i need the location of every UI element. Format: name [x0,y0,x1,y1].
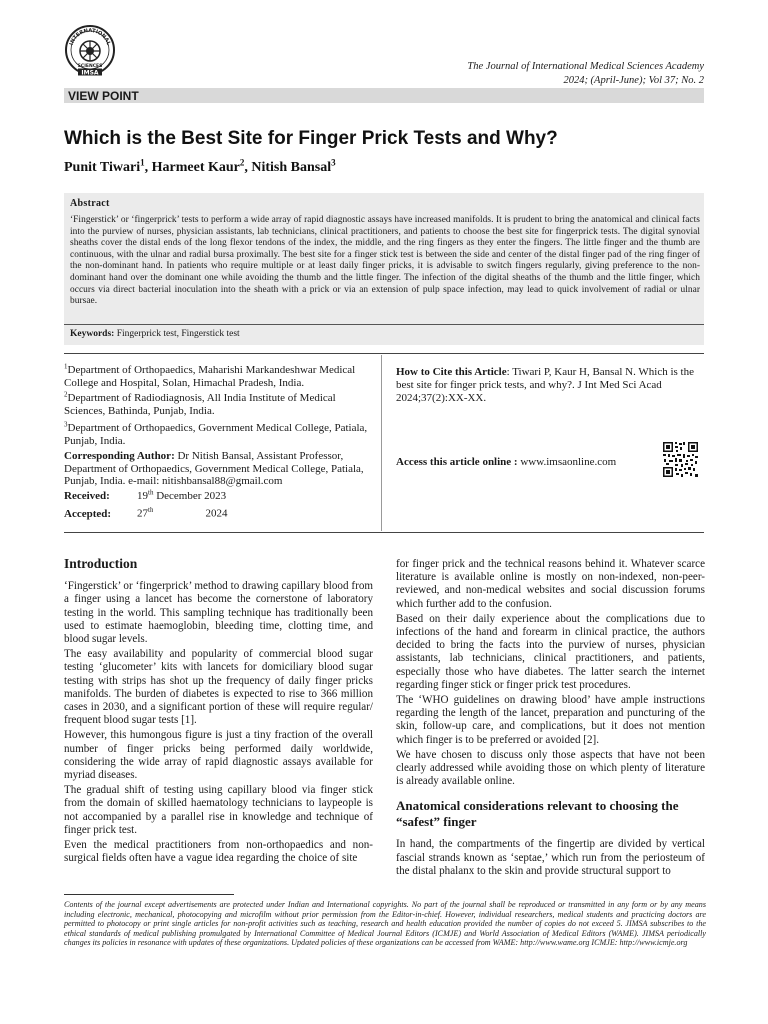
body-paragraph: The ‘WHO guidelines on drawing blood’ have ample instructions regarding the length of the lancet, preparation and puncturing of the skin, follow-up care, and complications, but it does not mention which finger is to be preferred or avoided [2]. [396,694,705,746]
body-paragraph: Even the medical practitioners from non-orthopaedics and non-surgical fields often have a vague idea regarding the choice of site [64,839,373,865]
redacted-month [153,507,205,521]
accepted-label: Accepted: [64,507,112,520]
abstract-box [64,193,704,345]
meta-bottom-rule [64,532,704,533]
keywords-divider [64,324,704,325]
affiliation-1: $^1$Department of Orthopaedics, Maharishi Markandeshwar Medical College and Hospital, Solan, Himachal Pradesh, India. [64,362,356,389]
qr-code-icon[interactable] [662,441,699,478]
body-paragraph: We have chosen to discuss only those aspects that have not been clearly addressed while avoiding those on which plenty of literature is already available online. [396,748,705,788]
body-paragraph: for finger prick and the technical reasons behind it. Whatever scarce literature is available online is mostly on non-indexed, non-peer-reviewed, and non-medical websites and social discussion forums which further add to the confusion. [396,558,705,610]
body-paragraph: However, this humongous figure is just a tiny fraction of the overall number of finger pricks being performed daily worldwide, considering the wide array of rapid diagnostic assays available for myriad diseases. [64,729,373,782]
abstract-text: ‘Fingerstick’ or ‘fingerprick’ tests to perform a wide array of rapid diagnostic assays have increased manifolds. It is prudent to bring the anatomical and clinical facts into the purview of nurses, physician assistants, lab technicians, clinical practitioners, and patients to choose the best site for fingerprick tests. The digital synovial sheaths cover the distal ends of the long flexor tendons of the index, the middle, and the ring fingers as they enter the fingers. The little finger and the thumb are continuous, with the ulnar and radial bursa proximally. The best site for a finger stick test is between the side and center of the distal finger pad of the ring finger of the non-dominant hand. In patients who require multiple or at least daily finger pricks, it is advisable to switch fingers regularly, giving preference to the non-dominant hand over the dominant one while avoiding the thumb and the little finger. The infection of the digital sheaths of the thumb and the little finger, which occurs via direct bacterial inoculation into the sheath with a prick or via an extension of pulp space infection, may lead to quick involvement of radial or ulnar bursae. [70,215,700,307]
access-online [396,456,616,468]
received-date: Received: 19th December 2023 [64,488,227,502]
accepted-date: Accepted: 27th 2024 [64,505,228,520]
corresponding-author [64,450,376,488]
footnote-rule [64,894,234,895]
body-left-column [64,555,373,867]
body-paragraph: ‘Fingerstick’ or ‘fingerprick’ method to drawing capillary blood from a finger using a lancet has become the cornerstone of laboratory testing in the world. This sampling technique has traditionally been used to estimate haemoglobin, bleeding time, clotting time, and blood sugar levels. [64,580,373,646]
affiliation-2: $^2$Department of Radiodiagnosis, All India Institute of Medical Sciences, Bathinda, Punjab, India. [64,390,336,417]
keywords-label: Keywords: [70,329,115,339]
author-list: Punit Tiwari$^1$, Harmeet Kaur$^2$, Nitish Bansal$^3$ [64,157,336,175]
citation-text: : Tiwari P, Kaur H, Bansal N. Which is the best site for finger prick tests, and why?. J Int Med Sci Acad 2024;37(2):XX-XX. [396,366,694,404]
body-paragraph: In hand, the compartments of the fingertip are divided by vertical fascial strands known as ‘septae,’ which run from the periosteum of the distal phalanx to the skin and provide structural support to [396,838,705,877]
logo-text-bottom: SCIENCES [77,64,103,69]
logo-text-banner: IMSA [81,69,99,76]
author-affil-sup: 2 [239,157,245,168]
journal-issue: 2024; (April-June); Vol 37; No. 2 [563,74,704,86]
journal-header [344,60,704,87]
author-name: Nitish Bansal [251,160,332,175]
access-url[interactable]: www.imsaonline.com [520,456,617,468]
copyright-footnote: Contents of the journal except advertisements are protected under Indian and International copyrights. No part of the journal shall be reproduced or transmitted in any form or by any means including electronic, mechanical, photocopying and microfilm without prior permission from the Editor-in-chief. However, individual researchers, medical students and practicing doctors are permitted to photocopy or print single articles for non-profit activities such as teaching, research and health education provided the number of copies do not exceed 5. JIMSA subscribes to the ethical standards of medical publishing promulgated by International Committee of Medical Journal Editors (ICMJE) and World Association of Medical Editors (WAME). JIMSA periodically changes its policies in resonance with updates of these organizations. Updated policies of these organizations can be accessed from WAME: http://www.wame.org ICMJE: http://www.icmje.org [64,900,706,948]
corresponding-text: Dr Nitish Bansal, Assistant Professor, Department of Orthopaedics, Government Medical College, Patiala, Punjab, India. e-mail: nitishbansal88@gmail.com [64,450,364,488]
author-affil-sup: 3 [331,157,336,168]
meta-column-divider [381,355,382,531]
received-label: Received: [64,490,110,502]
journal-name: The Journal of International Medical Sciences Academy [467,61,704,72]
logo-text-top: INTERNATIONAL [68,27,112,47]
abstract-heading: Abstract [70,198,110,209]
author-name: Punit Tiwari [64,160,141,175]
section-label: VIEW POINT [68,89,139,103]
author-name: Harmeet Kaur [151,160,240,175]
section-label-bar [64,88,704,103]
keywords-line [70,329,240,339]
citation-block [396,366,706,405]
corresponding-label: Corresponding Author: [64,450,175,462]
body-paragraph: The gradual shift of testing using capillary blood via finger stick from the domain of skilled haematology technicians to laypeople is not accompanied by a parallel rise in knowledge and technique of finger prick test. [64,784,373,836]
access-label: Access this article online : [396,456,518,468]
introduction-heading: Introduction [64,556,138,571]
body-right-column [396,558,705,880]
meta-top-rule [64,353,704,354]
keywords-value: Fingerprick test, Fingerstick test [116,329,240,339]
body-paragraph: Based on their daily experience about the complications due to infections of the hand and forearm in clinical practice, the authors decided to bring the facts into the purview of nurses, physician assistants, lab technicians, clinical practitioners, and patients, especially those who have diabetes. The latter search the internet regarding finger stick or finger prick test procedures. [396,612,705,691]
affiliation-3: $^3$Department of Orthopaedics, Government Medical College, Patiala, Punjab, India. [64,420,368,447]
imsa-seal-logo [64,24,116,76]
anatomical-heading: Anatomical considerations relevant to choosing the “safest” finger [396,798,679,830]
article-title: Which is the Best Site for Finger Prick Tests and Why? [64,128,558,149]
citation-label: How to Cite this Article [396,366,507,378]
author-affil-sup: 1 [140,157,145,168]
body-paragraph: The easy availability and popularity of commercial blood sugar testing ‘glucometer’ kits with lancets for domiciliary blood sugar testing with strips has shot up the frequency of daily finger pricks manifolds. The burden of diabetes is expected to rise to 366 million cases in 2030, and a significant portion of these will require regular/ frequent blood sugar tests [1]. [64,648,373,727]
